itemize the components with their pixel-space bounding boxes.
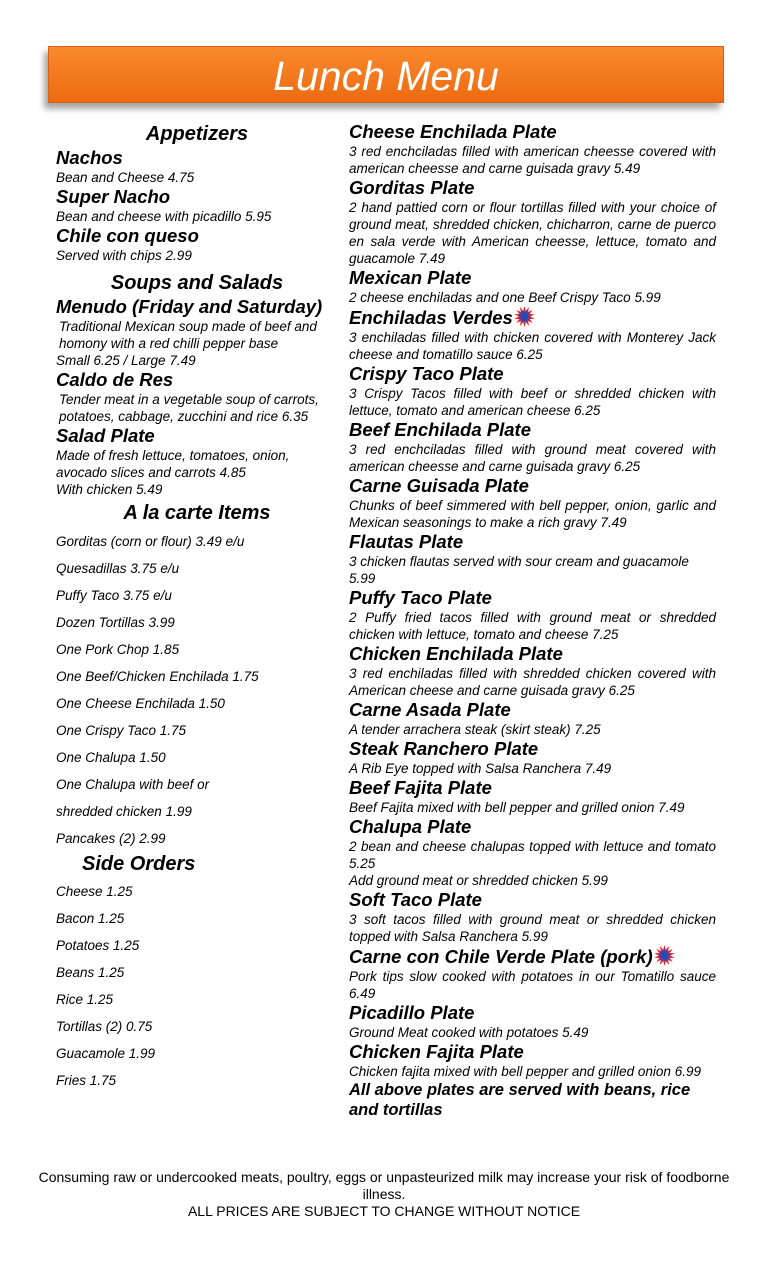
plate-name (349, 306, 716, 329)
plate-desc: 2 cheese enchiladas and one Beef Crispy Taco 5.99 (349, 290, 661, 305)
plate-item (349, 267, 716, 306)
plate-item (349, 475, 716, 531)
plate-name-text: Steak Ranchero Plate (349, 738, 539, 759)
alacarte-item: Gorditas (corn or flour) 3.49 e/u (56, 534, 245, 549)
item-name: Chile con queso (56, 225, 199, 246)
plate-name-text: Puffy Taco Plate (349, 587, 492, 608)
plate-name-text: Cheese Enchilada Plate (349, 121, 557, 142)
plate-desc: 3 chicken flautas served with sour cream and guacamole 5.99 (349, 554, 689, 586)
menu-title: Lunch Menu (273, 53, 499, 99)
sides-heading: Side Orders (82, 853, 196, 875)
plate-name (349, 1041, 716, 1063)
plate-name-text: Chicken Enchilada Plate (349, 643, 563, 664)
side-item: Potatoes 1.25 (56, 938, 140, 953)
alacarte-item: One Crispy Taco 1.75 (56, 723, 187, 738)
plate-desc: Pork tips slow cooked with potatoes in our Tomatillo sauce 6.49 (349, 969, 716, 1001)
plate-name-text: Soft Taco Plate (349, 889, 482, 910)
alacarte-heading: A la carte Items (123, 502, 271, 524)
plate-item (349, 777, 716, 816)
plate-desc: 3 red enchiladas filled with shredded chicken covered with American cheese and carne guisada gravy 6.25 (349, 666, 716, 698)
starburst-icon (514, 306, 535, 327)
item-desc: Served with chips 2.99 (56, 248, 192, 263)
plates-column (349, 121, 716, 1120)
plate-name (349, 587, 716, 609)
plate-name-text: Flautas Plate (349, 531, 464, 552)
plate-name (349, 945, 716, 968)
side-item: Rice 1.25 (56, 992, 114, 1007)
alacarte-item: Quesadillas 3.75 e/u (56, 561, 180, 576)
plate-name-text: Chicken Fajita Plate (349, 1041, 524, 1062)
plate-name-text: Carne con Chile Verde Plate (pork) (349, 946, 653, 967)
soups-item (56, 369, 338, 425)
plate-name (349, 121, 716, 143)
soups-heading: Soups and Salads (110, 272, 284, 294)
plate-desc: 3 red enchciladas filled with american cheesse covered with american cheesse and carne guisada gravy 5.49 (349, 144, 716, 176)
item-desc: Bean and cheese with picadillo 5.95 (56, 209, 272, 224)
side-item: Fries 1.75 (56, 1073, 117, 1088)
plate-desc: Beef Fajita mixed with bell pepper and grilled onion 7.49 (349, 800, 685, 815)
plate-item (349, 1002, 716, 1041)
plate-desc: 2 bean and cheese chalupas topped with lettuce and tomato 5.25 (349, 839, 716, 871)
plate-name (349, 816, 716, 838)
plate-item (349, 177, 716, 267)
item-name: Salad Plate (56, 425, 155, 446)
plate-desc: A tender arrachera steak (skirt steak) 7.25 (349, 722, 601, 737)
alacarte-item: Puffy Taco 3.75 e/u (56, 588, 172, 603)
plate-item (349, 889, 716, 945)
item-name: Nachos (56, 147, 123, 168)
price-notice: ALL PRICES ARE SUBJECT TO CHANGE WITHOUT NOTICE (187, 1203, 581, 1219)
plate-desc: 3 enchiladas filled with chicken covered with Monterey Jack cheese and tomatillo sauce 6.25 (349, 330, 716, 362)
starburst-icon (654, 945, 675, 966)
item-desc: Traditional Mexican soup made of beef and homony with a red chilli pepper base (59, 319, 317, 351)
item-name: Super Nacho (56, 186, 171, 207)
plate-name-text: Picadillo Plate (349, 1002, 475, 1023)
alacarte-item: Pancakes (2) 2.99 (56, 831, 166, 846)
plate-item (349, 816, 716, 889)
plate-name (349, 267, 716, 289)
plate-name-text: Beef Fajita Plate (349, 777, 492, 798)
plate-item (349, 945, 716, 1002)
plate-item (349, 738, 716, 777)
item-desc: Bean and Cheese 4.75 (56, 170, 195, 185)
plate-name (349, 643, 716, 665)
health-warning: Consuming raw or undercooked meats, poultry, eggs or unpasteurized milk may increase your risk of foodborne illness. (38, 1169, 730, 1202)
plate-desc: 3 soft tacos filled with ground meat or shredded chicken topped with Salsa Ranchera 5.99 (349, 912, 716, 944)
plate-item (349, 306, 716, 363)
plate-extra: Add ground meat or shredded chicken 5.99 (349, 873, 608, 888)
alacarte-item: One Chalupa with beef or (56, 777, 210, 792)
item-desc: Tender meat in a vegetable soup of carrots, potatoes, cabbage, zucchini and rice 6.35 (59, 392, 319, 424)
plate-item (349, 587, 716, 643)
footer (30, 1169, 738, 1220)
soups-item (56, 425, 338, 498)
plate-name-text: Carne Asada Plate (349, 699, 511, 720)
appetizers-item (56, 225, 338, 264)
plate-desc: Chicken fajita mixed with bell pepper and grilled onion 6.99 (349, 1064, 701, 1079)
plate-name (349, 475, 716, 497)
plate-name-text: Gorditas Plate (349, 177, 475, 198)
plate-desc: 3 red enchciladas filled with ground meat covered with american cheesse and carne guisada gravy 6.25 (349, 442, 716, 474)
plate-name-text: Crispy Taco Plate (349, 363, 504, 384)
alacarte-item: shredded chicken 1.99 (56, 804, 192, 819)
item-name: Caldo de Res (56, 369, 174, 390)
item-desc: Made of fresh lettuce, tomatoes, onion, avocado slices and carrots 4.85 (56, 448, 290, 480)
alacarte-item: Dozen Tortillas 3.99 (56, 615, 175, 630)
sides-list (56, 878, 338, 1094)
plate-item (349, 1041, 716, 1080)
alacarte-item: One Pork Chop 1.85 (56, 642, 180, 657)
plate-desc: A Rib Eye topped with Salsa Ranchera 7.49 (349, 761, 612, 776)
plate-name (349, 738, 716, 760)
appetizers-item (56, 147, 338, 186)
plate-item (349, 419, 716, 475)
plate-name (349, 777, 716, 799)
side-item: Tortillas (2) 0.75 (56, 1019, 153, 1034)
alacarte-item: One Cheese Enchilada 1.50 (56, 696, 225, 711)
plate-item (349, 121, 716, 177)
side-item: Beans 1.25 (56, 965, 125, 980)
plate-name (349, 699, 716, 721)
item-extra: With chicken 5.49 (56, 482, 163, 497)
plate-desc: Chunks of beef simmered with bell pepper, onion, garlic and Mexican seasonings to make a rich gravy 7.49 (349, 498, 716, 530)
item-name: Menudo (Friday and Saturday) (56, 296, 323, 317)
plate-name (349, 1002, 716, 1024)
alacarte-item: One Chalupa 1.50 (56, 750, 166, 765)
plates-note: All above plates are served with beans, rice and tortillas (349, 1081, 691, 1119)
plate-name-text: Chalupa Plate (349, 816, 472, 837)
title-banner (48, 46, 724, 103)
plate-item (349, 699, 716, 738)
side-item: Cheese 1.25 (56, 884, 133, 899)
plate-name-text: Carne Guisada Plate (349, 475, 529, 496)
alacarte-list (56, 528, 338, 852)
plate-desc: 3 Crispy Tacos filled with beef or shredded chicken with lettuce, tomato and american cheese 6.25 (349, 386, 716, 418)
plate-desc: 2 Puffy fried tacos filled with ground meat or shredded chicken with lettuce, tomato and cheese 7.25 (349, 610, 716, 642)
plate-name (349, 889, 716, 911)
item-extra: Small 6.25 / Large 7.49 (56, 353, 196, 368)
plate-item (349, 363, 716, 419)
plate-name (349, 531, 716, 553)
plate-name-text: Mexican Plate (349, 267, 472, 288)
soups-item (56, 296, 338, 369)
plate-item (349, 531, 716, 587)
plate-desc: 2 hand pattied corn or flour tortillas filled with your choice of ground meat, shredded chicken, chicharron, carne de puerco en sala verde with American cheesse, lettuce, tomato and guacamole 7.49 (349, 200, 716, 266)
plate-name (349, 363, 716, 385)
appetizers-heading: Appetizers (145, 123, 249, 145)
plate-name (349, 419, 716, 441)
left-column (56, 122, 338, 1094)
plate-name (349, 177, 716, 199)
side-item: Guacamole 1.99 (56, 1046, 156, 1061)
plate-item (349, 643, 716, 699)
alacarte-item: One Beef/Chicken Enchilada 1.75 (56, 669, 259, 684)
side-item: Bacon 1.25 (56, 911, 125, 926)
plate-name-text: Enchiladas Verdes (349, 307, 513, 328)
plate-name-text: Beef Enchilada Plate (349, 419, 531, 440)
appetizers-item (56, 186, 338, 225)
plate-desc: Ground Meat cooked with potatoes 5.49 (349, 1025, 589, 1040)
